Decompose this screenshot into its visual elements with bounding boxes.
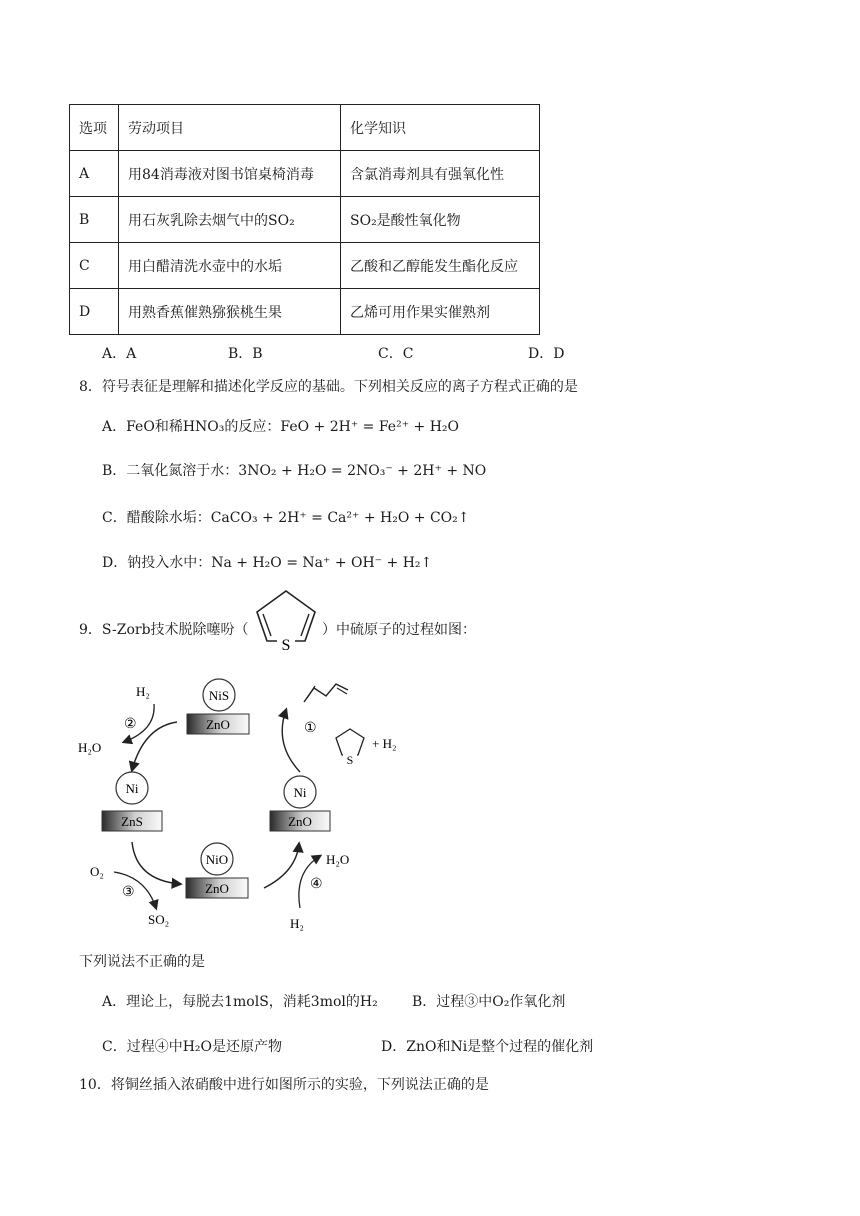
q8-option-c[interactable]: C．醋酸除水垢：CaCO₃ + 2H⁺ = Ca²⁺ + H₂O + CO₂↑ [102,510,470,526]
h2-label-step2: H₂ [136,684,150,699]
q10-stem: 10．将铜丝插入浓硝酸中进行如图所示的实验，下列说法正确的是 [79,1077,489,1093]
zno-label-top: ZnO [206,717,230,732]
table-cell: SO₂是酸性氧化物 [341,197,540,243]
header-cell: 化学知识 [341,105,540,151]
q9-stem-post: ）中硫原子的过程如图： [322,622,476,638]
q9-option-a[interactable]: A．理论上，每脱去1molS，消耗3mol的H₂ [102,994,378,1010]
zno-label-bottom: ZnO [205,881,229,896]
so2-label: SO₂ [148,912,170,927]
ni-label-left: Ni [125,781,139,796]
ni-label-right: Ni [293,785,307,800]
h2o-label-step4: H₂O [326,852,350,867]
table-row [70,151,540,197]
table-row [70,243,540,289]
table-cell: 用84消毒液对图书馆桌椅消毒 [119,151,341,197]
step2-label: ② [124,717,137,732]
q9-prompt: 下列说法不正确的是 [79,954,205,970]
q9-option-d[interactable]: D．ZnO和Ni是整个过程的催化剂 [381,1039,594,1055]
q9-stem-pre: 9．S-Zorb技术脱除噻吩（ [79,622,249,638]
table-cell: C [70,243,119,289]
table-header-row [70,105,540,151]
table-cell: D [70,289,119,335]
h2-label-step4: H₂ [290,916,304,931]
step1-label: ① [304,721,317,736]
step2-arrow [132,722,177,770]
h2o-label-step2: H₂O [78,740,102,755]
step3-arrow [132,842,180,884]
q8-stem: 8．符号表征是理解和描述化学反应的基础。下列相关反应的离子方程式正确的是 [79,379,578,395]
q8-option-b[interactable]: B．二氧化氮溶于水：3NO₂ + H₂O = 2NO₃⁻ + 2H⁺ + NO [102,463,487,479]
table-row [70,197,540,243]
nio-label: NiO [205,852,229,867]
small-thiophene-s: S [346,753,354,767]
header-cell: 劳动项目 [119,105,341,151]
step4-label: ④ [310,877,323,892]
o2-label: O₂ [90,864,104,879]
table-cell: 含氯消毒剂具有强氧化性 [341,151,540,197]
table-row [70,289,540,335]
nis-label: NiS [208,688,230,703]
step3-label: ③ [122,885,135,900]
q7-choice-d[interactable]: D．D [528,346,565,362]
table-cell: 用白醋清洗水壶中的水垢 [119,243,341,289]
header-cell: 选项 [70,105,119,151]
small-thiophene-icon [336,729,364,755]
plus-h2-label: + H₂ [372,736,397,751]
q8-option-a[interactable]: A．FeO和稀HNO₃的反应：FeO + 2H⁺ = Fe²⁺ + H₂O [102,419,460,435]
zno-label-right: ZnO [288,814,312,829]
table-cell: A [70,151,119,197]
s-zorb-cycle-diagram [74,672,397,940]
q9-option-c[interactable]: C．过程④中H₂O是还原产物 [102,1039,283,1055]
thiophene-s-label: S [281,637,291,654]
table-cell: B [70,197,119,243]
thiophene-structure-icon [247,585,325,657]
q9-option-b[interactable]: B．过程③中O₂作氧化剂 [412,994,566,1010]
table-cell: 乙烯可用作果实催熟剂 [341,289,540,335]
q7-table [69,104,540,335]
zns-label: ZnS [121,814,143,829]
q7-choice-a[interactable]: A．A [102,346,137,362]
table-cell: 用熟香蕉催熟猕猴桃生果 [119,289,341,335]
so2-out-arrow [114,872,156,908]
q8-option-d[interactable]: D．钠投入水中：Na + H₂O = Na⁺ + OH⁻ + H₂↑ [102,555,433,571]
table-cell: 乙酸和乙醇能发生酯化反应 [341,243,540,289]
step4-arrow [264,844,299,888]
step1-arrow [282,710,300,772]
table-cell: 用石灰乳除去烟气中的SO₂ [119,197,341,243]
q7-choice-c[interactable]: C．C [378,346,414,362]
q7-choice-b[interactable]: B．B [228,346,263,362]
